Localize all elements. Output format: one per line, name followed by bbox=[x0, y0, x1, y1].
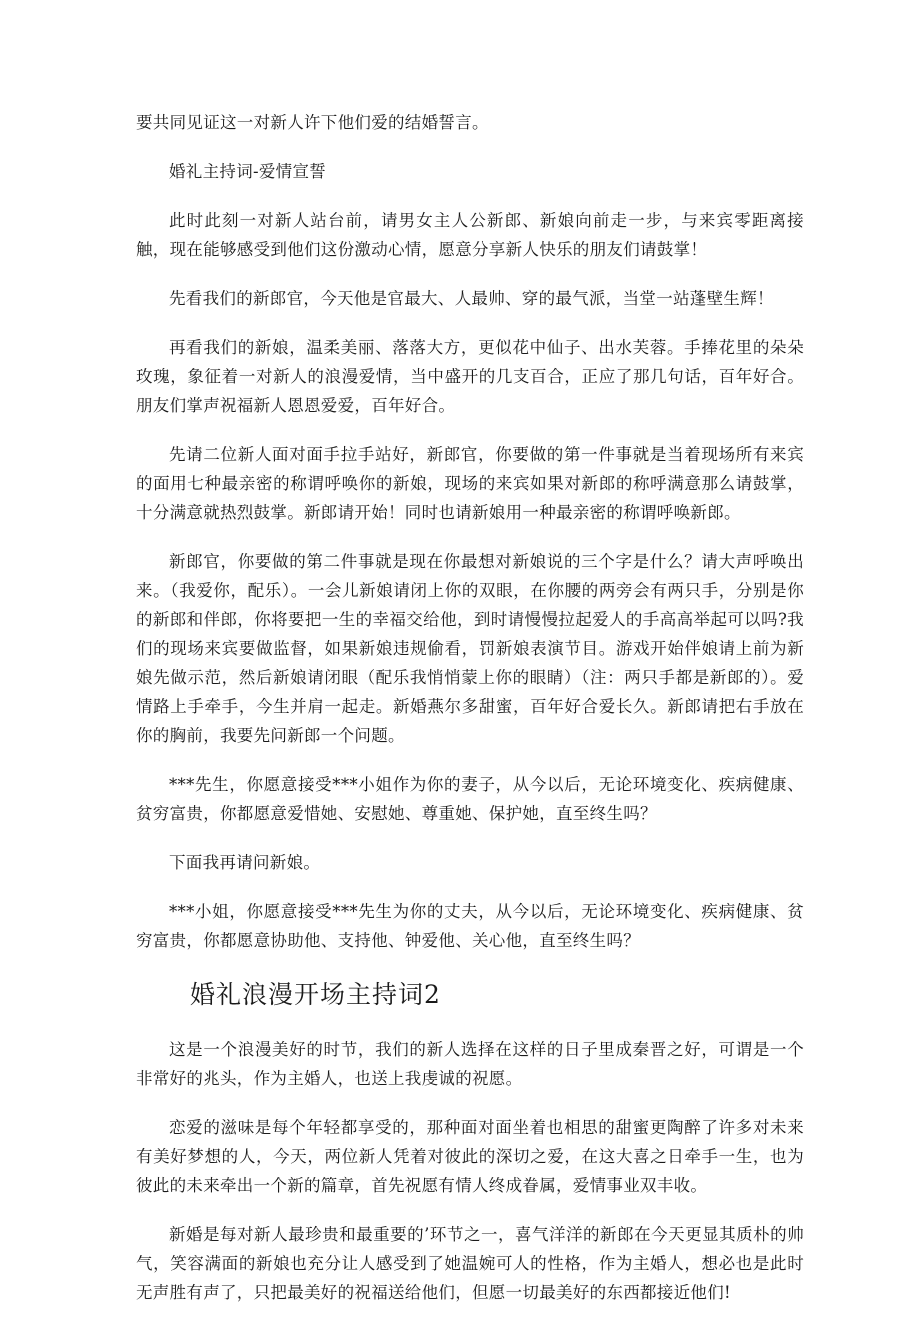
paragraph: ***小姐，你愿意接受***先生为你的丈夫，从今以后，无论环境变化、疾病健康、贫穷富贵，你都愿意协助他、支持他、钟爱他、关心他，直至终生吗？ bbox=[136, 902, 804, 950]
document-body bbox=[136, 108, 804, 1327]
section-heading: 婚礼浪漫开场主持词2 bbox=[190, 980, 441, 1009]
paragraph: 这是一个浪漫美好的时节，我们的新人选择在这样的日子里成秦晋之好，可谓是一个非常好的兆头，作为主婚人，也送上我虔诚的祝愿。 bbox=[136, 1040, 804, 1088]
paragraph: 先看我们的新郎官，今天他是官最大、人最帅、穿的最气派，当堂一站蓬壁生辉！ bbox=[169, 289, 774, 308]
paragraph: 下面我再请问新娘。 bbox=[169, 853, 321, 872]
paragraph: 要共同见证这一对新人许下他们爱的结婚誓言。 bbox=[136, 113, 489, 132]
paragraph: 恋爱的滋味是每个年轻都享受的，那种面对面坐着也相思的甜蜜更陶醉了许多对未来有美好梦想的人，今天，两位新人凭着对彼此的深切之爱，在这大喜之日牵手一生，也为彼此的未来牵出一个新的篇章，首先祝愿有情人终成眷属，爱情事业双丰收。 bbox=[136, 1118, 804, 1195]
paragraph: 新郎官，你要做的第二件事就是现在你最想对新娘说的三个字是什么？请大声呼唤出来。（我爱你，配乐）。一会儿新娘请闭上你的双眼，在你腰的两旁会有两只手，分别是你的新郎和伴郎，你将要把一生的幸福交给他，到时请慢慢拉起爱人的手高高举起可以吗?我们的现场来宾要做监督，如果新娘违规偷看，罚新娘表演节目。游戏开始伴娘请上前为新娘先做示范，然后新娘请闭眼（配乐我悄悄蒙上你的眼睛）（注：两只手都是新郎的）。爱情路上手牵手，今生并肩一起走。新婚燕尔多甜蜜，百年好合爱长久。新郎请把右手放在你的胸前，我要先问新郎一个问题。 bbox=[136, 552, 804, 745]
paragraph: ***先生，你愿意接受***小姐作为你的妻子，从今以后，无论环境变化、疾病健康、贫穷富贵，你都愿意爱惜她、安慰她、尊重她、保护她，直至终生吗？ bbox=[136, 775, 804, 823]
paragraph: 新婚是每对新人最珍贵和最重要的’环节之一，喜气洋洋的新郎在今天更显其质朴的帅气，笑容满面的新娘也充分让人感受到了她温婉可人的性格，作为主婚人，想必也是此时无声胜有声了，只把最美好的祝福送给他们，但愿一切最美好的东西都接近他们! bbox=[136, 1225, 804, 1302]
paragraph: 先请二位新人面对面手拉手站好，新郎官，你要做的第一件事就是当着现场所有来宾的面用七种最亲密的称谓呼唤你的新娘，现场的来宾如果对新郎的称呼满意那么请鼓掌，十分满意就热烈鼓掌。新郎请开始！同时也请新娘用一种最亲密的称谓呼唤新郎。 bbox=[136, 445, 804, 522]
subsection-title: 婚礼主持词-爱情宣誓 bbox=[169, 162, 327, 181]
paragraph: 此时此刻一对新人站台前，请男女主人公新郎、新娘向前走一步，与来宾零距离接触，现在能够感受到他们这份激动心情，愿意分享新人快乐的朋友们请鼓掌！ bbox=[136, 211, 804, 259]
paragraph: 再看我们的新娘，温柔美丽、落落大方，更似花中仙子、出水芙蓉。手捧花里的朵朵玫瑰，象征着一对新人的浪漫爱情，当中盛开的几支百合，正应了那几句话，百年好合。朋友们掌声祝福新人恩恩爱爱，百年好合。 bbox=[136, 338, 804, 415]
